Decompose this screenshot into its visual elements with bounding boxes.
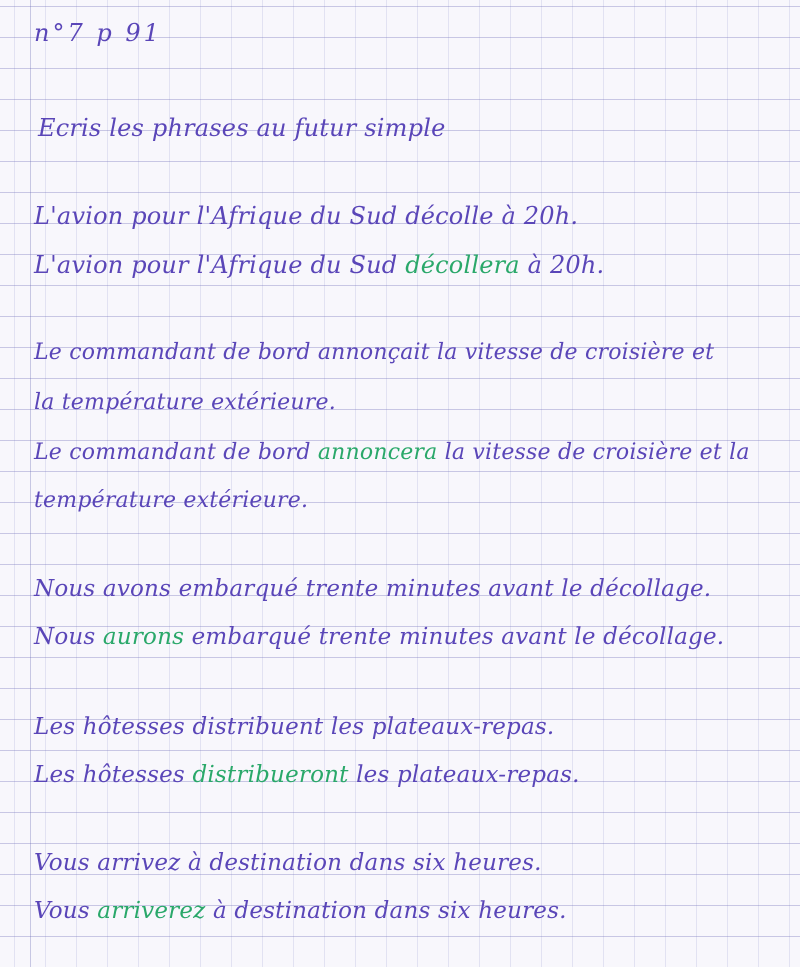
sentence-3-original-start: Nous bbox=[34, 576, 103, 602]
sentence-1-original-start: L'avion pour l'Afrique du Sud bbox=[34, 202, 406, 230]
sentence-5-answer-start: Vous bbox=[34, 898, 98, 924]
sentence-5-original-start: Vous bbox=[34, 850, 98, 876]
sentence-3-original bbox=[34, 578, 711, 601]
sentence-4-original bbox=[34, 716, 554, 739]
sentence-3-original-end: trente minutes avant le décollage. bbox=[298, 576, 712, 602]
sentence-3-answer-verb: aurons bbox=[102, 624, 185, 650]
sentence-4-answer-end: les plateaux-repas. bbox=[348, 762, 580, 788]
exercise-reference: n°7 p 91 bbox=[34, 19, 162, 47]
sentence-1-original-end: à 20h. bbox=[493, 202, 579, 230]
sentence-2-original-start: Le commandant de bord bbox=[34, 340, 318, 365]
sentence-2-answer-verb: annoncera bbox=[317, 440, 438, 465]
sentence-4-original-verb: distribuent bbox=[192, 714, 324, 740]
sentence-4-answer-start: Les hôtesses bbox=[34, 762, 193, 788]
exercise-instruction: Ecris les phrases au futur simple bbox=[38, 114, 446, 142]
sentence-2-original-end: la vitesse de croisière et bbox=[429, 340, 715, 365]
sentence-2-original-line-2: la température extérieure. bbox=[34, 390, 336, 415]
margin-line bbox=[30, 0, 31, 967]
sentence-2-answer-start: Le commandant de bord bbox=[34, 440, 318, 465]
sentence-5-answer-verb: arriverez bbox=[97, 898, 206, 924]
sentence-3-answer-start: Nous bbox=[34, 624, 103, 650]
sentence-5-answer bbox=[34, 900, 567, 923]
sentence-1-answer-verb: décollera bbox=[405, 251, 520, 279]
sentence-2-answer-end: la vitesse de croisière et la bbox=[437, 440, 750, 465]
sentence-5-original-end: à destination dans six heures. bbox=[180, 850, 542, 876]
sentence-2-answer-line-2: température extérieure. bbox=[34, 488, 309, 513]
sentence-2-answer-line-1 bbox=[34, 442, 750, 464]
sentence-5-original-verb: arrivez bbox=[97, 850, 181, 876]
sentence-2-original-verb: annonçait bbox=[317, 340, 430, 365]
sentence-3-original-verb: avons embarqué bbox=[102, 576, 299, 602]
sentence-5-original bbox=[34, 852, 542, 875]
sentence-4-original-end: les plateaux-repas. bbox=[323, 714, 555, 740]
sentence-1-original-verb: décolle bbox=[405, 202, 494, 230]
sentence-4-answer-verb: distribueront bbox=[192, 762, 349, 788]
sentence-1-answer-end: à 20h. bbox=[519, 251, 605, 279]
sentence-2-original-line-1 bbox=[34, 342, 714, 364]
sentence-5-answer-end: à destination dans six heures. bbox=[205, 898, 567, 924]
sentence-1-answer-start: L'avion pour l'Afrique du Sud bbox=[34, 251, 406, 279]
sentence-4-answer bbox=[34, 764, 580, 787]
sentence-1-answer bbox=[34, 253, 604, 277]
sentence-1-original bbox=[34, 204, 578, 228]
sentence-4-original-start: Les hôtesses bbox=[34, 714, 193, 740]
sentence-3-answer bbox=[34, 626, 724, 649]
sentence-3-answer-end: embarqué trente minutes avant le décollage. bbox=[184, 624, 725, 650]
